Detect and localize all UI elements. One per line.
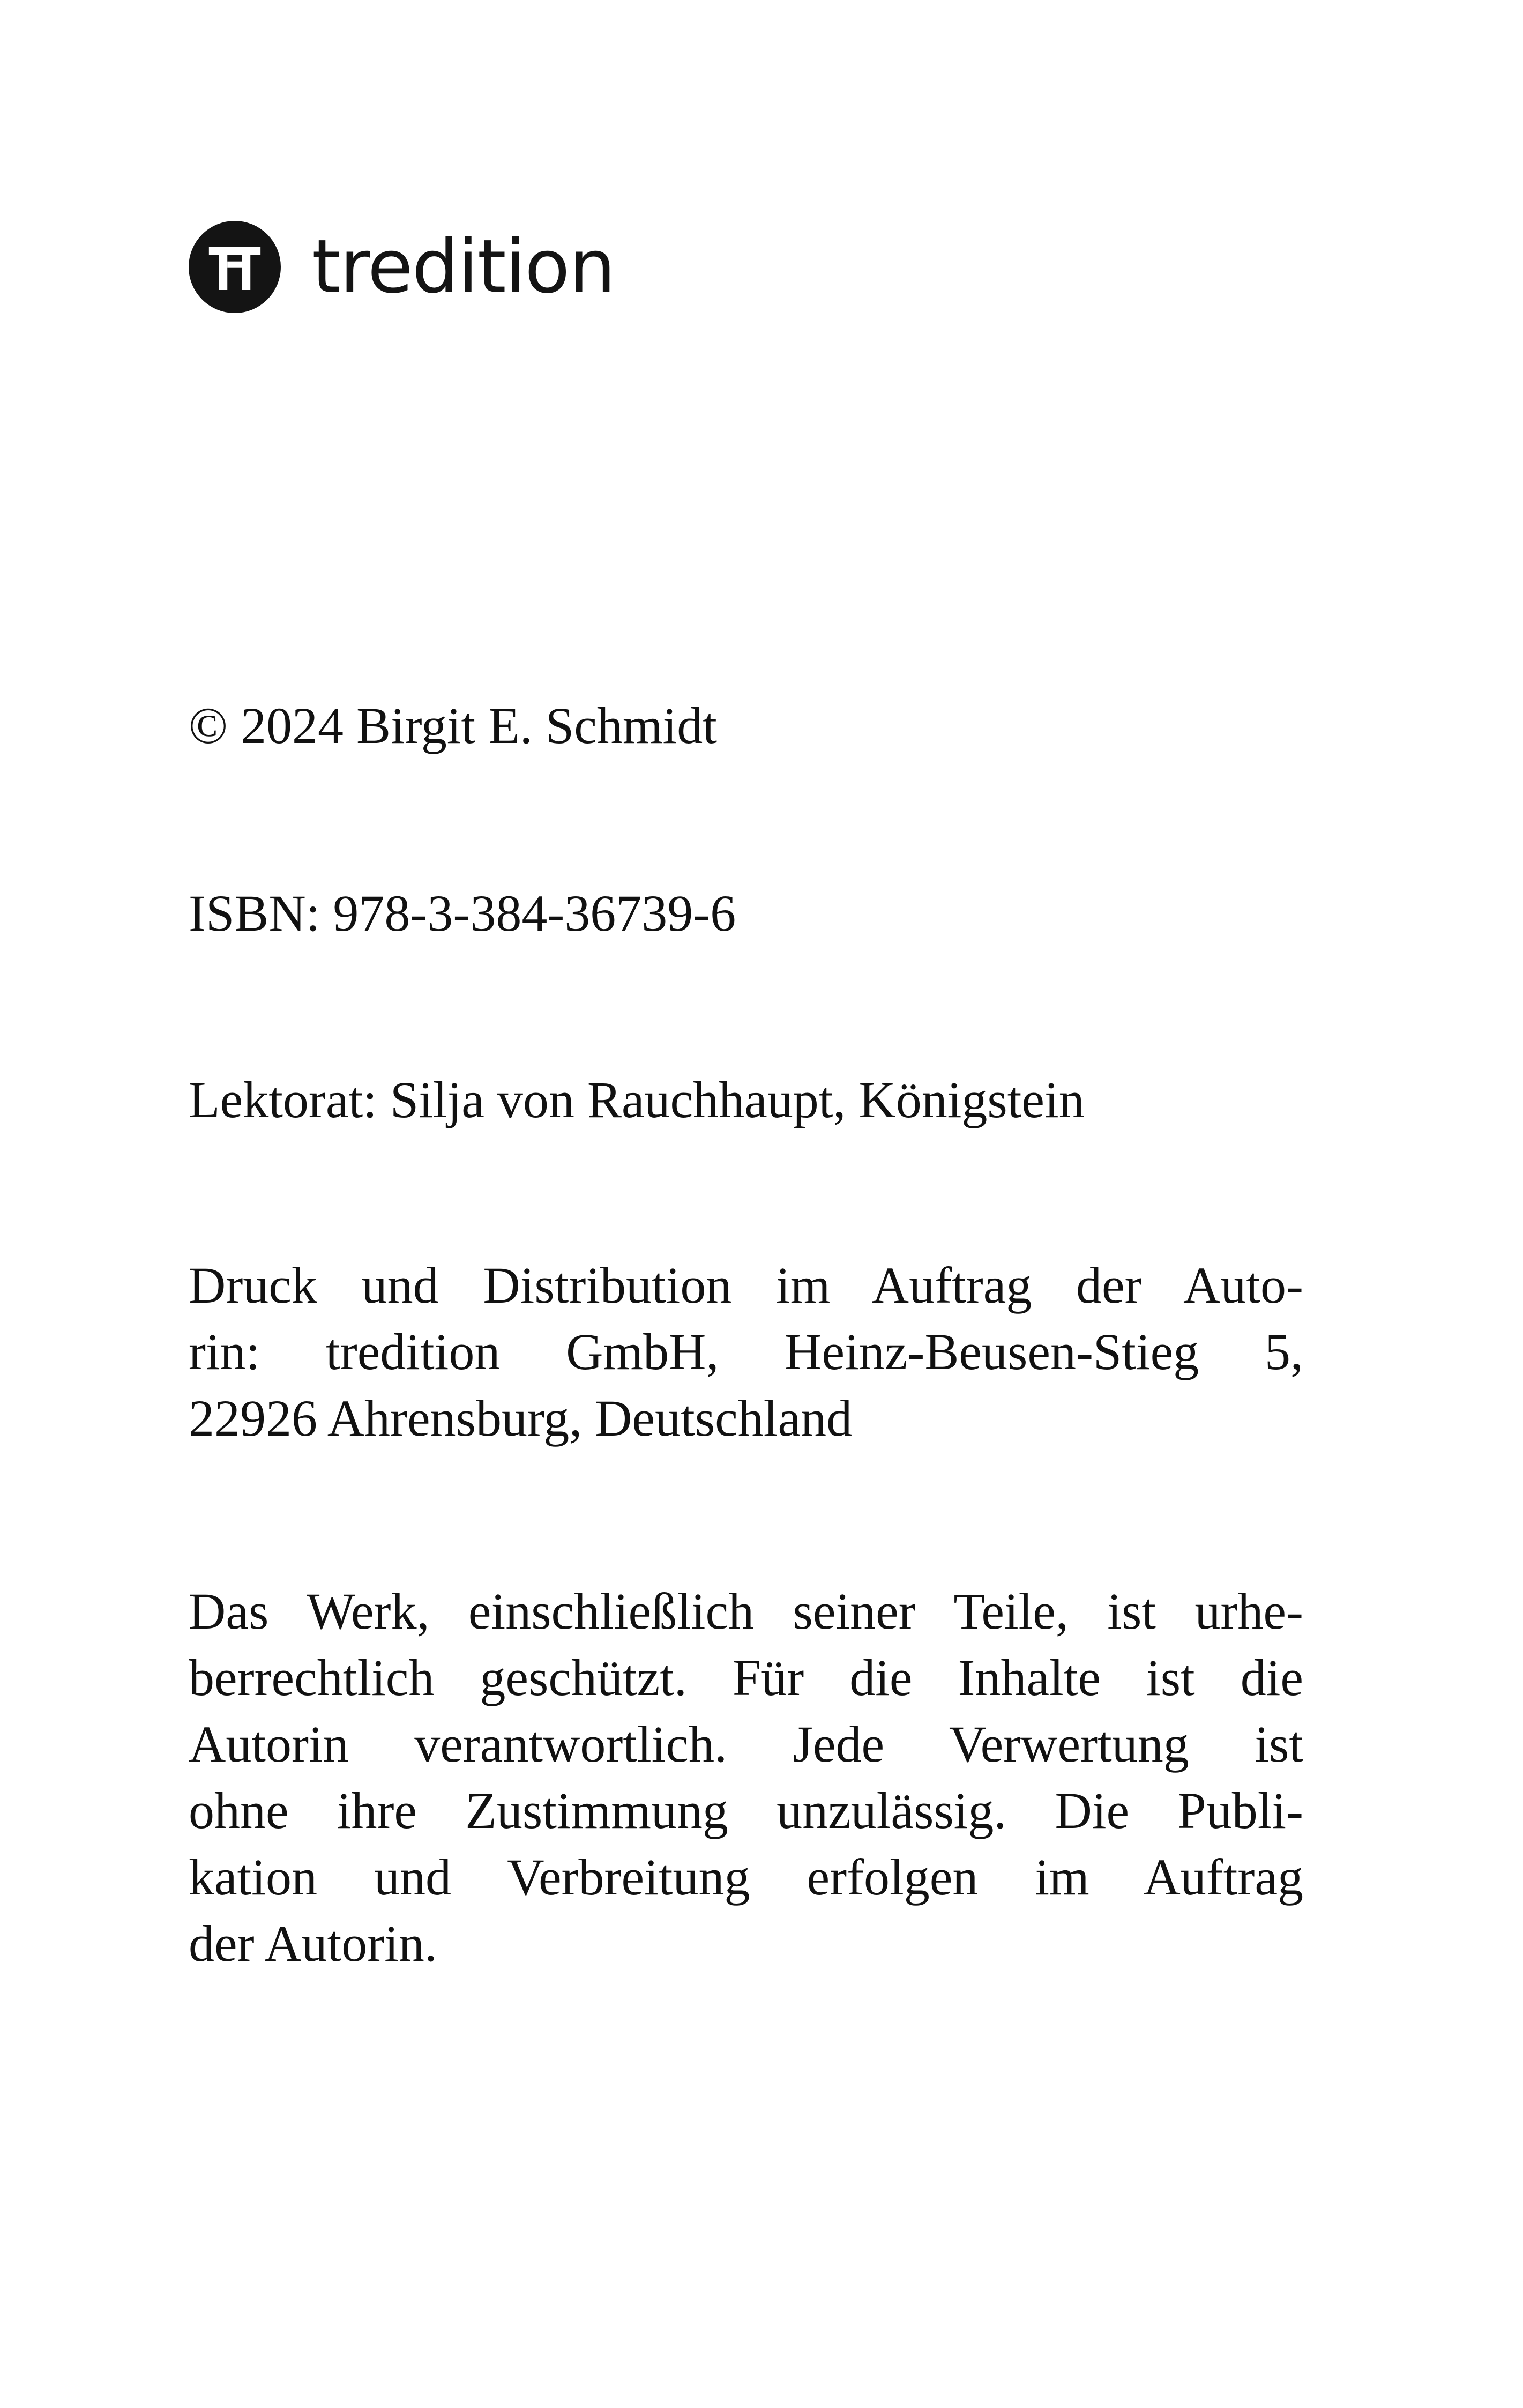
publisher-logo-text: tredition (312, 224, 615, 310)
copyright-line: © 2024 Birgit E. Schmidt (189, 697, 717, 754)
editor-line: Lektorat: Silja von Rauchhaupt, Königstein (189, 1071, 1085, 1128)
publisher-logo (189, 219, 615, 315)
printing-line: 22926 Ahrensburg, Deutschland (189, 1389, 853, 1447)
printing-paragraph (189, 1252, 1303, 1452)
rights-line: der Autorin. (189, 1915, 437, 1972)
rights-line: Das Werk, einschließlich seiner Teile, ist urhe- (189, 1582, 1303, 1640)
printing-line: Druck und Distribution im Auftrag der Auto- (189, 1257, 1303, 1314)
rights-line: berrechtlich geschützt. Für die Inhalte ist die (189, 1649, 1303, 1706)
rights-line: ohne ihre Zustimmung unzulässig. Die Publi- (189, 1782, 1303, 1839)
printing-line: rin: tredition GmbH, Heinz-Beusen-Stieg 5, (189, 1323, 1303, 1380)
rights-line: kation und Verbreitung erfolgen im Auftrag (189, 1848, 1303, 1906)
rights-line: Autorin verantwortlich. Jede Verwertung ist (189, 1715, 1303, 1773)
isbn-line: ISBN: 978-3-384-36739-6 (189, 885, 736, 942)
tredition-logo-icon (189, 221, 281, 313)
rights-paragraph (189, 1578, 1303, 1977)
